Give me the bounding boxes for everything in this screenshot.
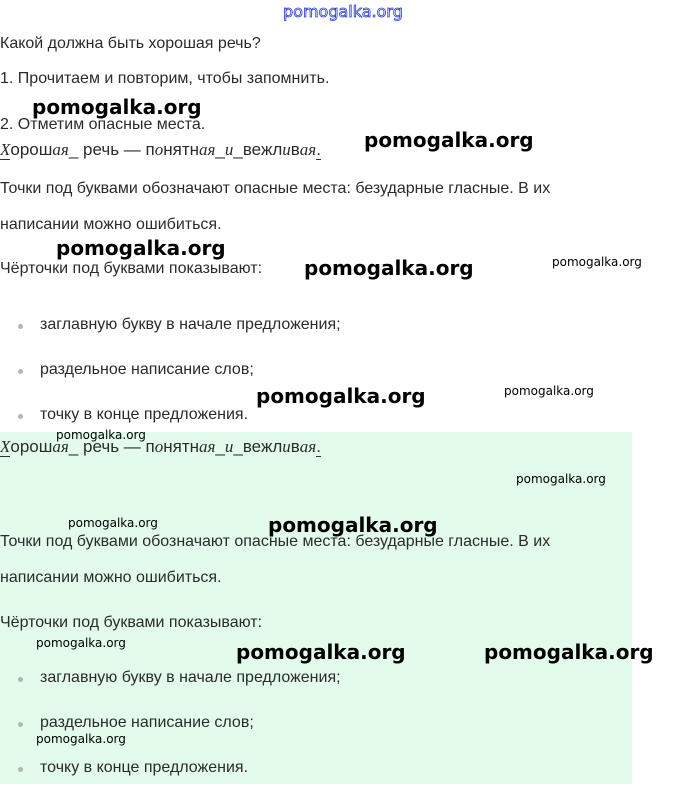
sentence-part: Х	[0, 437, 11, 456]
watermark-top: pomogalka.org	[283, 2, 403, 21]
watermark: pomogalka.org	[68, 516, 158, 530]
example-sentence	[0, 140, 321, 160]
sentence-part: речь — п	[78, 437, 155, 456]
watermark: pomogalka.org	[36, 636, 126, 650]
sentence-part: ая	[299, 140, 317, 159]
watermark: pomogalka.org	[56, 236, 226, 260]
watermark: pomogalka.org	[364, 128, 534, 152]
watermark: pomogalka.org	[552, 255, 642, 269]
list-item: раздельное написание слов;	[0, 713, 341, 758]
watermark: pomogalka.org	[516, 472, 606, 486]
sentence-part: речь — п	[78, 140, 155, 159]
watermark: pomogalka.org	[484, 640, 654, 664]
sentence-part: и	[224, 140, 234, 159]
question: Какой должна быть хорошая речь?	[0, 35, 261, 52]
explanation-line-1: Точки под буквами обозначают опасные места: безударные гласные. В их	[0, 533, 551, 550]
sentence-part: и	[282, 140, 291, 159]
explanation-line-2: написании можно ошибиться.	[0, 216, 222, 233]
sentence-part: и	[224, 437, 234, 456]
sentence-part: ая	[199, 437, 216, 456]
sentence-part: о	[154, 437, 164, 456]
sentence-part: Х	[0, 140, 11, 159]
list-item: точку в конце предложения.	[0, 758, 341, 803]
watermark: pomogalka.org	[236, 640, 406, 664]
sentence-part: вежл	[242, 437, 283, 456]
sentence-part: в	[290, 140, 300, 159]
dashes-intro: Чёрточки под буквами показывают:	[0, 260, 263, 277]
sentence-dots	[0, 463, 380, 467]
watermark: pomogalka.org	[56, 428, 146, 442]
sentence-part: вежл	[242, 140, 283, 159]
sentence-part: орош	[10, 437, 53, 456]
watermark: pomogalka.org	[32, 95, 202, 119]
step-1: 1. Прочитаем и повторим, чтобы запомнить.	[0, 70, 330, 87]
watermark: pomogalka.org	[256, 384, 426, 408]
sentence-part: ая	[199, 140, 216, 159]
watermark: pomogalka.org	[504, 384, 594, 398]
sentence-part: ая	[52, 437, 69, 456]
sentence-part: в	[290, 437, 300, 456]
sentence-part: .	[316, 140, 321, 159]
sentence-part: _	[68, 437, 79, 456]
explanation-line-2: написании можно ошибиться.	[0, 569, 222, 586]
dashes-intro: Чёрточки под буквами показывают:	[0, 614, 263, 631]
explanation-line-1: Точки под буквами обозначают опасные места: безударные гласные. В их	[0, 180, 551, 197]
list-item: заглавную букву в начале предложения;	[0, 315, 341, 360]
watermark: pomogalka.org	[268, 513, 438, 537]
sentence-part: _	[215, 140, 225, 159]
list-item: точку в конце предложения.	[0, 405, 341, 450]
list-item: заглавную букву в начале предложения;	[0, 668, 341, 713]
sentence-part: _	[68, 140, 79, 159]
watermark: pomogalka.org	[36, 732, 126, 746]
sentence-part: и	[282, 437, 291, 456]
sentence-part: ая	[299, 437, 317, 456]
sentence-part: _	[233, 140, 243, 159]
sentence-part: _	[215, 437, 225, 456]
sentence-dots	[0, 166, 380, 170]
sentence-part: о	[154, 140, 164, 159]
sentence-part: .	[316, 437, 321, 456]
watermark: pomogalka.org	[304, 256, 474, 280]
sentence-part: нятн	[163, 437, 199, 456]
sentence-part: нятн	[163, 140, 199, 159]
sentence-part: _	[233, 437, 243, 456]
list-item: раздельное написание слов;	[0, 360, 341, 405]
sentence-part: орош	[10, 140, 53, 159]
sentence-part: ая	[52, 140, 69, 159]
example-sentence-answer	[0, 437, 321, 457]
bullet-list	[0, 315, 341, 450]
step-2: 2. Отметим опасные места.	[0, 116, 206, 133]
